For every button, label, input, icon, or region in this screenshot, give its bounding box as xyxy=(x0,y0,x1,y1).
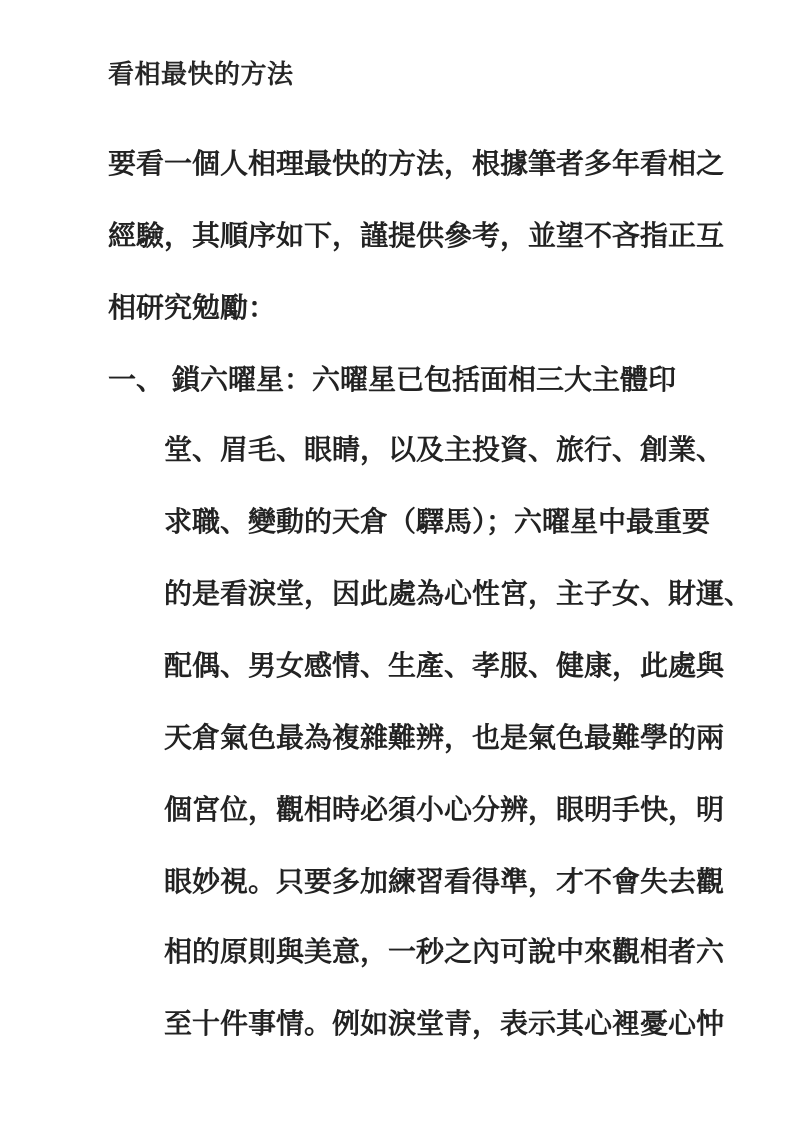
document-title: 看相最快的方法 xyxy=(108,60,294,90)
section-line: 至十件事情。例如淚堂青，表示其心裡憂心忡 xyxy=(164,1007,725,1040)
section-heading-text: 鎖六曜星：六曜星已包括面相三大主體印 xyxy=(172,363,677,396)
section-line: 求職、變動的天倉（驛馬）；六曜星中最重要 xyxy=(164,505,711,538)
section-line: 個宮位，觀相時必須小心分辨，眼明手快，明 xyxy=(164,793,725,826)
section-line: 眼妙視。只要多加練習看得準，才不會失去觀 xyxy=(164,865,725,898)
intro-line: 相研究勉勵： xyxy=(108,291,277,324)
section-first-line xyxy=(108,362,676,398)
intro-line: 經驗，其順序如下，謹提供參考，並望不吝指正互 xyxy=(108,219,725,252)
list-marker: 一、 xyxy=(108,363,165,396)
section-line: 的是看淚堂，因此處為心性宮，主子女、財運、 xyxy=(164,577,753,610)
section-line: 堂、眉毛、眼睛，以及主投資、旅行、創業、 xyxy=(164,433,725,466)
section-line: 天倉氣色最為複雜難辨，也是氣色最難學的兩 xyxy=(164,721,725,754)
intro-line: 要看一個人相理最快的方法，根據筆者多年看相之 xyxy=(108,147,725,180)
section-line: 配偶、男女感情、生產、孝服、健康，此處與 xyxy=(164,649,725,682)
section-line: 相的原則與美意，一秒之內可說中來觀相者六 xyxy=(164,935,725,968)
